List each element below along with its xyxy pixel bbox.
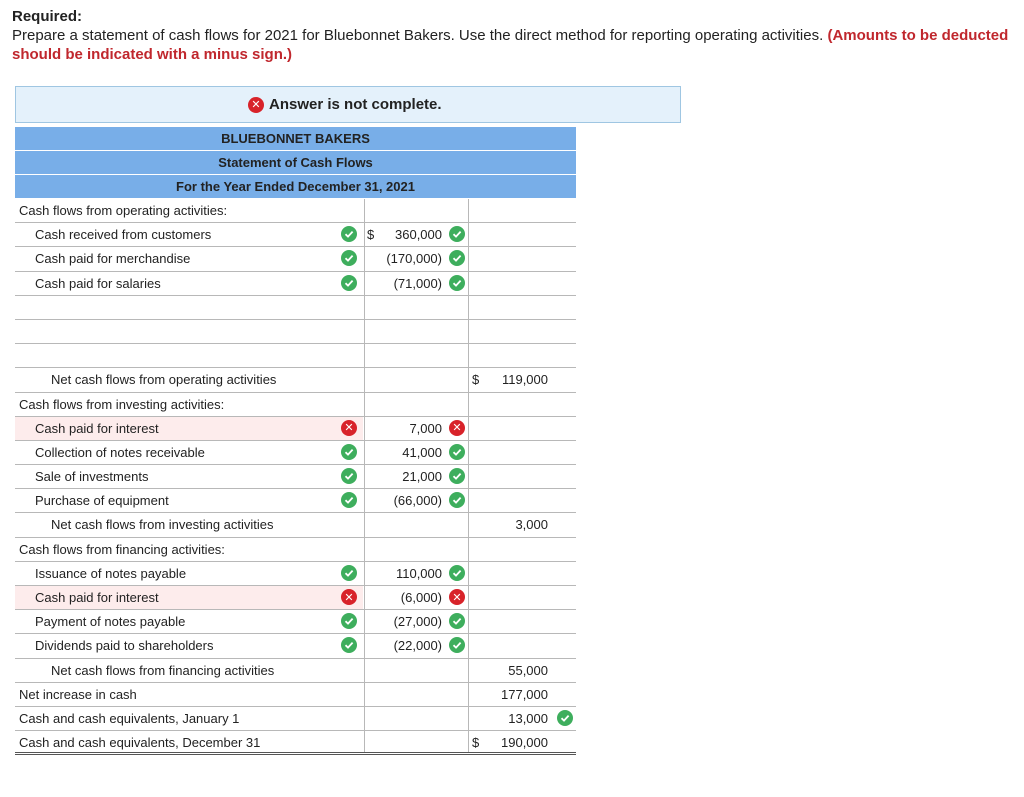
amount-cell[interactable] xyxy=(364,489,469,512)
total-cell[interactable] xyxy=(470,465,576,488)
amount-cell[interactable] xyxy=(364,683,469,706)
table-row xyxy=(15,659,576,683)
table-row xyxy=(15,199,576,223)
check-circle-icon xyxy=(449,444,465,460)
row-label[interactable]: Cash and cash equivalents, December 31 xyxy=(19,735,261,751)
amount-cell[interactable] xyxy=(364,441,469,464)
total-cell[interactable] xyxy=(470,417,576,440)
amount-value[interactable]: 7,000 xyxy=(409,420,442,436)
check-circle-icon xyxy=(341,468,357,484)
table-row xyxy=(15,320,576,344)
amount-value[interactable]: (22,000) xyxy=(393,638,442,654)
required-note: (Amounts to be deducted should be indicated with a minus sign.) xyxy=(12,27,1009,63)
amount-cell[interactable] xyxy=(364,247,469,270)
total-value[interactable]: 55,000 xyxy=(508,662,548,678)
amount-cell[interactable] xyxy=(364,538,469,561)
check-circle-icon xyxy=(341,565,357,581)
row-label[interactable]: Cash received from customers xyxy=(35,227,212,243)
table-row xyxy=(15,223,576,247)
amount-value[interactable]: 110,000 xyxy=(395,565,442,581)
dollar-sign: $ xyxy=(472,735,480,751)
total-cell[interactable] xyxy=(470,320,576,343)
amount-cell[interactable] xyxy=(364,586,469,609)
total-cell[interactable] xyxy=(470,538,576,561)
dollar-sign: $ xyxy=(367,227,375,243)
total-cell[interactable] xyxy=(470,731,576,752)
dollar-sign: $ xyxy=(472,372,480,388)
amount-cell[interactable] xyxy=(364,272,469,295)
table-row xyxy=(15,731,576,755)
table-row xyxy=(15,272,576,296)
row-label[interactable]: Cash paid for interest xyxy=(15,417,363,440)
row-label[interactable]: Purchase of equipment xyxy=(35,493,169,509)
total-value[interactable]: 13,000 xyxy=(508,710,548,726)
check-circle-icon xyxy=(449,226,465,242)
amount-cell[interactable] xyxy=(364,417,469,440)
amount-cell[interactable] xyxy=(364,634,469,657)
table-row xyxy=(15,489,576,513)
amount-value[interactable]: 360,000 xyxy=(395,227,442,243)
amount-cell[interactable] xyxy=(364,296,469,319)
total-cell[interactable] xyxy=(470,489,576,512)
amount-value[interactable]: (6,000) xyxy=(400,590,442,605)
table-row xyxy=(15,683,576,707)
check-circle-icon xyxy=(449,637,465,653)
company-name: BLUEBONNET BAKERS xyxy=(15,127,576,151)
total-value[interactable]: 3,000 xyxy=(515,517,548,533)
row-label: Cash flows from operating activities: xyxy=(19,203,228,218)
row-label[interactable]: Dividends paid to shareholders xyxy=(35,638,214,654)
row-label[interactable]: Net increase in cash xyxy=(19,686,137,702)
total-cell[interactable] xyxy=(470,199,576,222)
amount-cell[interactable] xyxy=(364,465,469,488)
check-circle-icon xyxy=(449,492,465,508)
x-circle-icon: ✕ xyxy=(248,97,264,113)
amount-cell[interactable] xyxy=(364,513,469,536)
amount-cell[interactable] xyxy=(364,393,469,416)
amount-cell[interactable] xyxy=(364,610,469,633)
row-label[interactable] xyxy=(15,296,363,319)
amount-cell[interactable] xyxy=(364,707,469,730)
check-circle-icon xyxy=(449,565,465,581)
x-circle-icon: ✕ xyxy=(341,589,357,605)
amount-value[interactable]: (170,000) xyxy=(386,251,442,267)
check-circle-icon xyxy=(341,275,357,291)
total-cell[interactable] xyxy=(470,659,576,682)
required-heading: Required: xyxy=(12,8,83,25)
check-circle-icon xyxy=(341,444,357,460)
check-circle-icon xyxy=(449,275,465,291)
row-label: Cash flows from financing activities: xyxy=(19,541,225,557)
amount-value[interactable]: 21,000 xyxy=(402,469,442,485)
total-value[interactable]: 177,000 xyxy=(501,686,548,702)
check-circle-icon xyxy=(449,468,465,484)
table-row xyxy=(15,513,576,537)
total-cell[interactable] xyxy=(470,368,576,391)
total-cell[interactable] xyxy=(470,393,576,416)
amount-cell[interactable] xyxy=(364,659,469,682)
amount-cell[interactable] xyxy=(364,223,469,246)
table-row xyxy=(15,344,576,368)
check-circle-icon xyxy=(557,710,573,726)
table-row xyxy=(15,538,576,562)
required-text xyxy=(12,26,1012,64)
x-circle-icon: ✕ xyxy=(341,420,357,436)
row-label[interactable]: Net cash flows from investing activities xyxy=(51,517,274,533)
row-label[interactable]: Cash paid for interest xyxy=(15,586,363,609)
total-value[interactable]: 119,000 xyxy=(501,372,548,388)
row-label[interactable]: Cash and cash equivalents, January 1 xyxy=(19,710,240,726)
table-row xyxy=(15,707,576,731)
row-label[interactable]: Collection of notes receivable xyxy=(35,444,205,460)
instructions xyxy=(12,7,1012,64)
x-circle-icon: ✕ xyxy=(449,589,465,605)
status-text: Answer is not complete. xyxy=(269,96,442,113)
total-cell[interactable] xyxy=(470,247,576,270)
total-cell[interactable] xyxy=(470,272,576,295)
x-circle-icon: ✕ xyxy=(449,420,465,436)
total-cell[interactable] xyxy=(470,683,576,706)
amount-value[interactable]: (27,000) xyxy=(393,614,442,630)
statement-period: For the Year Ended December 31, 2021 xyxy=(15,175,576,199)
total-cell[interactable] xyxy=(470,513,576,536)
total-cell[interactable] xyxy=(470,344,576,367)
row-label[interactable]: Cash paid for salaries xyxy=(35,275,161,291)
table-row xyxy=(15,610,576,634)
amount-cell[interactable] xyxy=(364,368,469,391)
check-circle-icon xyxy=(449,613,465,629)
table-row xyxy=(15,562,576,586)
row-label[interactable]: Net cash flows from operating activities xyxy=(51,372,277,388)
table-row xyxy=(15,441,576,465)
row-label: Cash flows from investing activities: xyxy=(19,396,225,412)
row-label[interactable]: Net cash flows from financing activities xyxy=(51,662,275,678)
table-row xyxy=(15,296,576,320)
row-label[interactable] xyxy=(15,320,363,343)
total-cell[interactable] xyxy=(470,610,576,633)
total-cell[interactable] xyxy=(470,296,576,319)
amount-value[interactable]: (66,000) xyxy=(393,493,442,509)
amount-value[interactable]: 41,000 xyxy=(402,444,442,460)
table-row xyxy=(15,247,576,271)
total-cell[interactable] xyxy=(470,586,576,609)
table-row xyxy=(15,368,576,392)
statement-title: Statement of Cash Flows xyxy=(15,151,576,175)
status-banner xyxy=(15,86,681,123)
total-cell[interactable] xyxy=(470,707,576,730)
amount-value[interactable]: (71,000) xyxy=(393,275,442,291)
row-label[interactable]: Cash paid for merchandise xyxy=(35,251,191,267)
amount-cell[interactable] xyxy=(364,344,469,367)
cash-flow-statement xyxy=(15,127,576,755)
table-row xyxy=(15,465,576,489)
table-row xyxy=(15,417,576,441)
total-cell[interactable] xyxy=(470,223,576,246)
row-label[interactable] xyxy=(15,344,363,367)
row-label[interactable]: Issuance of notes payable xyxy=(35,565,187,581)
amount-cell[interactable] xyxy=(364,320,469,343)
total-cell[interactable] xyxy=(470,562,576,585)
row-label[interactable]: Payment of notes payable xyxy=(35,614,186,630)
required-body: Prepare a statement of cash flows for 2021 for Bluebonnet Bakers. Use the direct method for reporting operating activities. xyxy=(12,27,824,44)
total-value[interactable]: 190,000 xyxy=(501,735,548,751)
amount-cell[interactable] xyxy=(364,731,469,752)
table-row xyxy=(15,586,576,610)
amount-cell[interactable] xyxy=(364,562,469,585)
amount-cell[interactable] xyxy=(364,199,469,222)
table-row xyxy=(15,393,576,417)
check-circle-icon xyxy=(449,250,465,266)
row-label[interactable]: Sale of investments xyxy=(35,469,149,485)
total-cell[interactable] xyxy=(470,441,576,464)
total-cell[interactable] xyxy=(470,634,576,657)
table-row xyxy=(15,634,576,658)
